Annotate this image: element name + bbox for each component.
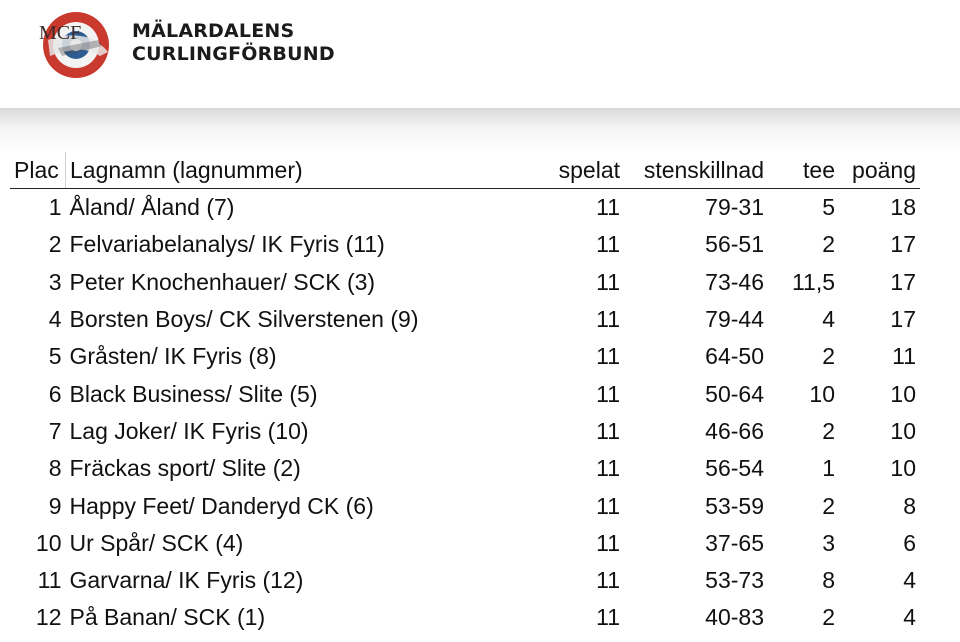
points-cell: 10	[890, 455, 916, 482]
points-cell: 11	[892, 343, 916, 370]
points-cell: 6	[903, 529, 916, 556]
tee-cell: 11,5	[791, 268, 835, 295]
standings-table	[10, 152, 920, 637]
stone-diff-cell: 79-31	[705, 194, 764, 221]
tee-cell: 2	[822, 343, 835, 370]
games-cell: 11	[596, 268, 620, 295]
points-cell: 4	[903, 604, 916, 631]
stone-diff-cell: 56-54	[705, 455, 764, 482]
games-cell: 11	[596, 417, 620, 444]
table-row	[10, 525, 920, 562]
place-cell: 11	[37, 567, 62, 594]
brand-name-line-1: MÄLARDALENS	[132, 20, 295, 42]
place-cell: 1	[48, 194, 62, 221]
place-cell: 10	[35, 529, 62, 556]
header-shadow	[0, 108, 960, 152]
team-cell: Lag Joker/ IK Fyris (10)	[69, 417, 309, 444]
tee-cell: 10	[809, 380, 835, 407]
team-cell: Gråsten/ IK Fyris (8)	[69, 343, 277, 370]
points-cell: 18	[890, 194, 916, 221]
games-cell: 11	[596, 529, 620, 556]
points-cell: 4	[903, 567, 916, 594]
tee-cell: 2	[822, 604, 835, 631]
tee-cell: 2	[822, 417, 835, 444]
table-row	[10, 450, 920, 487]
stone-diff-cell: 56-51	[705, 231, 764, 258]
table-row	[10, 375, 920, 412]
column-header-games: spelat	[541, 152, 624, 189]
column-header-stone-diff: stenskillnad	[624, 152, 768, 189]
games-cell: 11	[596, 231, 620, 258]
team-cell: Peter Knochenhauer/ SCK (3)	[69, 268, 376, 295]
points-cell: 17	[890, 268, 916, 295]
games-cell: 11	[596, 604, 620, 631]
brand-name-line-2: CURLINGFÖRBUND	[132, 43, 335, 65]
games-cell: 11	[596, 567, 620, 594]
column-header-points: poäng	[839, 152, 920, 189]
logo-mark-text: MCF	[39, 22, 82, 44]
curling-logo-icon[interactable]	[38, 10, 112, 80]
place-cell: 8	[48, 455, 62, 482]
place-cell: 6	[48, 380, 62, 407]
team-cell: Ur Spår/ SCK (4)	[69, 529, 244, 556]
table-row	[10, 413, 920, 450]
standings-sheet	[0, 152, 960, 642]
team-cell: På Banan/ SCK (1)	[69, 604, 266, 631]
team-cell: Happy Feet/ Danderyd CK (6)	[69, 492, 374, 519]
column-header-place: Plac	[10, 152, 66, 189]
points-cell: 17	[890, 306, 916, 333]
stone-diff-cell: 53-73	[705, 567, 764, 594]
team-cell: Fräckas sport/ Slite (2)	[69, 455, 301, 482]
tee-cell: 1	[822, 455, 835, 482]
table-row	[10, 301, 920, 338]
table-row	[10, 562, 920, 599]
games-cell: 11	[596, 194, 620, 221]
tee-cell: 4	[822, 306, 835, 333]
place-cell: 2	[48, 231, 62, 258]
games-cell: 11	[596, 343, 620, 370]
points-cell: 17	[890, 231, 916, 258]
table-row	[10, 189, 920, 227]
brand-name[interactable]	[132, 20, 335, 66]
place-cell: 5	[48, 343, 62, 370]
stone-diff-cell: 46-66	[705, 417, 764, 444]
games-cell: 11	[596, 455, 620, 482]
points-cell: 8	[903, 492, 916, 519]
tee-cell: 3	[822, 529, 835, 556]
table-row	[10, 226, 920, 263]
stone-diff-cell: 53-59	[705, 492, 764, 519]
team-cell: Garvarna/ IK Fyris (12)	[69, 567, 304, 594]
place-cell: 4	[48, 306, 62, 333]
games-cell: 11	[596, 306, 620, 333]
table-row	[10, 487, 920, 524]
stone-diff-cell: 50-64	[705, 380, 764, 407]
tee-cell: 2	[822, 492, 835, 519]
stone-diff-cell: 64-50	[705, 343, 764, 370]
column-header-tee: tee	[768, 152, 839, 189]
tee-cell: 2	[822, 231, 835, 258]
team-cell: Borsten Boys/ CK Silverstenen (9)	[69, 306, 419, 333]
team-cell: Åland/ Åland (7)	[69, 194, 235, 221]
place-cell: 7	[48, 417, 62, 444]
points-cell: 10	[890, 380, 916, 407]
points-cell: 10	[890, 417, 916, 444]
place-cell: 3	[48, 268, 62, 295]
table-row	[10, 599, 920, 636]
team-cell: Felvariabelanalys/ IK Fyris (11)	[69, 231, 385, 258]
tee-cell: 5	[822, 194, 835, 221]
column-header-team: Lagnamn (lagnummer)	[66, 152, 542, 189]
table-row	[10, 264, 920, 301]
place-cell: 12	[35, 604, 62, 631]
games-cell: 11	[596, 380, 620, 407]
games-cell: 11	[596, 492, 620, 519]
table-row	[10, 338, 920, 375]
stone-diff-cell: 79-44	[705, 306, 764, 333]
place-cell: 9	[48, 492, 62, 519]
team-cell: Black Business/ Slite (5)	[69, 380, 318, 407]
stone-diff-cell: 37-65	[705, 529, 764, 556]
standings-header-row	[10, 152, 920, 189]
site-header	[0, 0, 960, 108]
stone-diff-cell: 40-83	[705, 604, 764, 631]
tee-cell: 8	[822, 567, 835, 594]
stone-diff-cell: 73-46	[705, 268, 764, 295]
